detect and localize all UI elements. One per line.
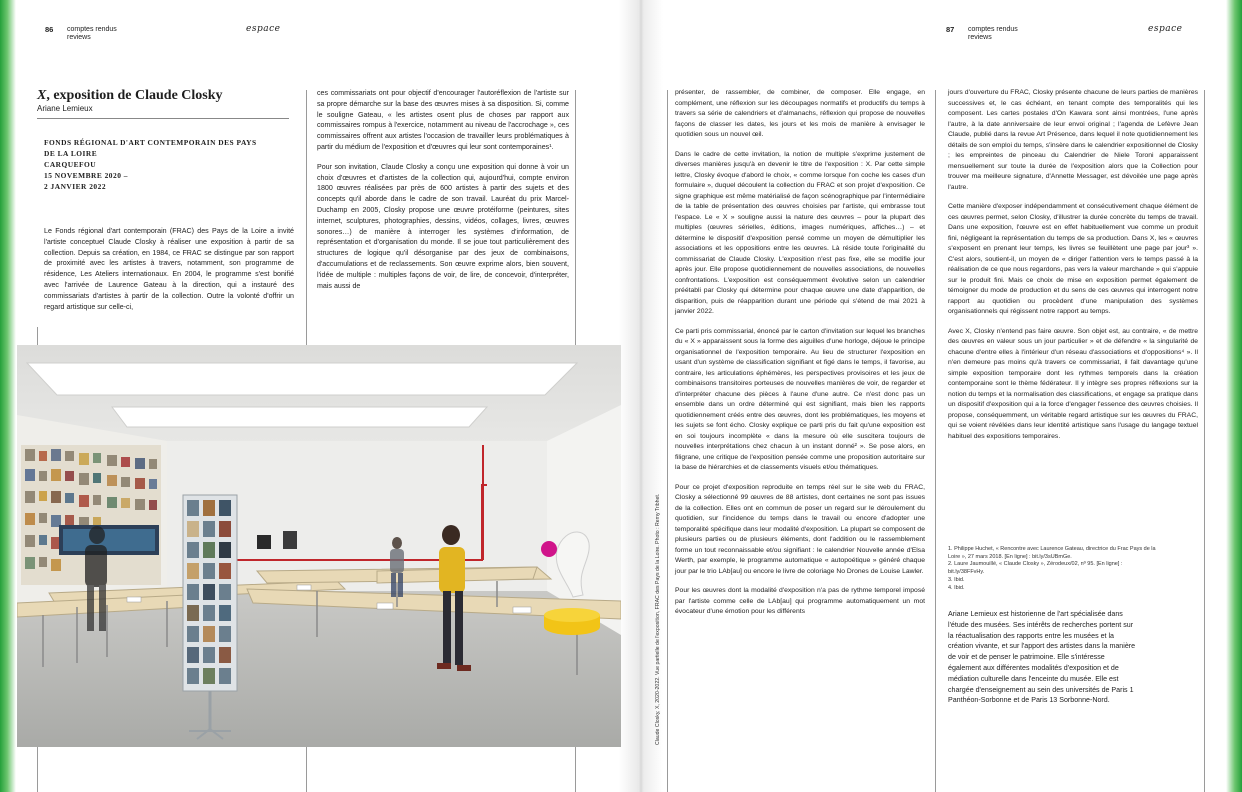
title-rule	[37, 118, 289, 119]
author-bio: Ariane Lemieux est historienne de l'art spécialisée dans l'étude des musées. Ses intérêts de recherches portent sur la réactualisation des rapports entre les musées et la création vivante, et sur l'apport des artistes dans la manière de voir et de penser le patrimoine. Elle s'intéresse également aux différentes modalités d'exposition et de médiation culturelle dans l'enceinte du musée. Elle est chargée d'enseignement au sein des universités de Paris 1 Panthéon-Sorbonne et de Paris 13 Sorbonne-Nord.	[948, 610, 1136, 705]
venue-details: FONDS RÉGIONAL D'ART CONTEMPORAIN DES PAYS DE LA LOIRE CARQUEFOU 15 NOVEMBRE 2020 – 2 JANVIER 2022	[44, 138, 257, 191]
page-edge-right	[1226, 0, 1242, 792]
column-divider	[306, 747, 307, 792]
section-label: comptes rendus reviews	[968, 26, 1018, 41]
paragraph: Avec X, Closky n'entend pas faire œuvre. Son objet est, au contraire, « de mettre des œuvres en valeur sous un jour particulier » et de défendre « la singularité de chacune d'entre elles à l'intérieur d'un réseau d'associations et d'oppositions⁴ ». Il n'en demeure pas moins qu'à travers ce commissariat, il fait davantage qu'une simple exposition temporaire dont les rythmes temporels dans la création contemporaine sont le thème fédérateur. Il y intègre ses propres réflexions sur la notion du temps et la normalisation des classifications, et engage sa pratique dans un dispositif d'exposition qui a la force d'engager l'essence des œuvres choisies. Il propose, conséquemment, un véritable regard artistique sur les œuvres du FRAC, qui se voient révélées dans leur identité artistique sans l'usage du langage textuel habituel des expositions temporaires.	[948, 327, 1198, 440]
column-divider	[37, 747, 38, 792]
column-divider	[306, 90, 307, 345]
footnote: 4. Ibid.	[948, 584, 965, 591]
paragraph: Pour ce projet d'exposition reproduite en temps réel sur le site web du FRAC, Closky a sélectionné 99 œuvres de 88 artistes, dont certaines ne sont pas issues de la collection. Elles ont en commun de poser un regard sur le déroulement du quotidien, sur l'incidence du temps dans le travail ou encore d'adopter une temporalité spécifique dans leur modalité d'exposition. La plupart se composent de plusieurs parties ou de plusieurs éléments, dont l'addition ou le rassemblement forme un tout reconnaissable et/ou signifiant : le calendrier Nouvelle année d'Elsa Werth, par exemple, le programme automatique « autopoétique » généré chaque jour par le trio LAb[au] ou encore le livre de coloriage No Drones de Louise Lawler.	[675, 483, 925, 575]
article-title: X, exposition de Claude Closky	[37, 88, 223, 103]
paragraph: Dans le cadre de cette invitation, la notion de multiple s'exprime justement de diverses manières jusqu'à en devenir le titre de l'exposition : X. Par cette simple lettre, Closky évoque d'abord le choix, « comme lorsque l'on coche les cases d'un formulaire », duquel découlent la collection du FRAC et son projet d'exposition. Ce signe graphique est même matérialisé de façon scénographique par l'intermédiaire de la table de présentation des œuvres choisies par l'artiste, qui embrasse tout l'espace. Le « X » souligne aussi la nature des œuvres – pour la plupart des multiples (œuvres sérielles, éditions, images numériques, affiches…) – et détermine le dispositif d'exposition pensé comme un moyen de démultiplier les associations et les oppositions entre les œuvres. Là réside toute l'originalité du commissariat de Claude Closky. L'exposition n'est pas fixe, elle se modifie jour après jour. Elle propose quotidiennement de nouvelles associations, de nouvelles confrontations. L'exposition est conséquemment évolutive selon un calendrier préétabli par Closky qui détermine pour chaque œuvre une date d'apparition, de disparition, puis de réapparition durant une période qui s'étend de mai 2021 à janvier 2022.	[675, 150, 925, 315]
text-column-3	[675, 88, 925, 627]
article-author: Ariane Lemieux	[37, 104, 93, 113]
column-divider	[667, 90, 668, 792]
footnotes	[948, 546, 1158, 592]
column-divider	[575, 747, 576, 792]
column-divider	[935, 90, 936, 792]
footnote: 2. Laure Jaumouillé, « Claude Closky », Zérodeux/02, nº 95. [En ligne] : bit.ly/38FFvHy.	[948, 561, 1123, 576]
column-divider	[575, 90, 576, 345]
page-edge-left	[0, 0, 16, 792]
paragraph: ces commissariats ont pour objectif d'encourager l'autoréflexion de l'artiste sur sa propre démarche sur la base des œuvres mises à sa disposition. Si, comme le souligne Gateau, « les artistes osent plus de choses par rapport aux commissaires rompus à l'exercice, notamment au niveau de l'accrochage », ces commissaires offrent aux artistes l'occasion de travailler leurs problématiques à partir du médium de l'exposition et d'œuvres qui leur sont contemporaines¹.	[317, 89, 569, 151]
footnote: 3. Ibid.	[948, 576, 965, 583]
magazine-logo: espace	[1148, 24, 1183, 34]
section-label: comptes rendus reviews	[67, 26, 117, 41]
paragraph: jours d'ouverture du FRAC, Closky présente chacune de leurs parties de manières successives et, le cas échéant, en tenant compte des temporalités qui les composent. Les cartes postales d'On Kawara sont ainsi montrées, l'une après l'autre, à la date anniversaire de leur envoi original ; l'agenda de Lefèvre Jean Claude, publié dans la revue Art Présence, dans lequel il note quotidiennement les détails de son emploi du temps, s'insère dans le calendrier expositionnel de Closky ; les empreintes de pinceau du Calendrier de Niele Toroni apparaissent mensuellement sur toute la durée de l'exposition alors que la Collection pour trouver ma meilleure signature, d'Annette Messager, est dévoilée une page après l'autre.	[948, 89, 1198, 191]
paragraph: présenter, de rassembler, de combiner, de composer. Elle engage, en complément, une réflexion sur les découpages normatifs et productifs du temps à travers sa série de calendriers et d'almanachs, réflexion qui propose de nouvelles façons de classer les dates, les jours et les mois de manière à envisager le quotidien sous un nouvel œil.	[675, 89, 925, 138]
exhibition-photo	[17, 345, 621, 747]
column-divider	[1204, 90, 1205, 792]
exhibition-photo-illustration	[17, 345, 621, 747]
text-column-2	[317, 88, 569, 300]
paragraph: Le Fonds régional d'art contemporain (FRAC) des Pays de la Loire a invité l'artiste conceptuel Claude Closky à réaliser une exposition à partir de sa collection. Depuis sa création, en 1984, ce FRAC se distingue par son rapport de proximité avec les artistes à travers, notamment, son programme de résidence, Les Ateliers internationaux. En 2004, le programme s'est bonifié avec l'arrivée de Laurence Gateau à la direction, qui a instauré des commissariats d'artistes à partir de la collection. Outre la volonté d'offrir un regard artistique sur celle-ci,	[44, 227, 294, 311]
page-number: 86	[45, 25, 54, 34]
footnote: 1. Philippe Huchet, « Rencontre avec Laurence Gateau, directrice du Frac Pays de la Loire », 27 mars 2018. [En ligne] : bit.ly/3sUBmGe.	[948, 546, 1156, 560]
paragraph: Pour son invitation, Claude Closky a conçu une exposition qui donne à voir un choix d'œuvres et d'artistes de la collection qui, aujourd'hui, compte environ 1800 œuvres réalisées par près de 600 artistes à partir des sujets et des concepts qu'il aborde dans le cadre de son travail. Lauréat du prix Marcel-Duchamp en 2005, Closky propose une œuvre protéiforme (peintures, sites internet, sculptures, photographies, dessins, vidéos, collages, livres, œuvres sonores…) de manière à interroger les systèmes d'information, de représentation et d'organisation du monde. Il se joue tout particulièrement des structures de logique qu'il désorganise par des jeux de combinaisons, d'accumulations et de reclassements. Son œuvre exprime alors, bien souvent, l'idée de multiple : multiples façons de voir, de lire, de concevoir, d'interpréter, mais aussi de	[317, 162, 569, 290]
photo-caption: Claude Closky, X, 2020-2022. Vue partielle de l'exposition, FRAC des Pays de la Loire. Photo : Remy Tribhet.	[655, 493, 661, 745]
paragraph: Cette manière d'exposer indépendamment et consécutivement chaque élément de ces œuvres permet, selon Closky, d'illustrer la durée concrète du temps de travail. Dans une exposition, l'œuvre est en effet habituellement vue comme un produit fini, négligeant la représentation du temps de sa production. Dans X, les « œuvres s'exposent en prenant leur temps, les livres se feuillètent une page par jour³ ». C'est alors, soutient-il, un moyen de « diriger l'attention vers le temps passé à la réalisation de ce que nous regardons, pas vers la valeur marchande » qui s'appuie sur le produit fini. Mais ce choix de mise en exposition permet également de témoigner du mode de production et du sens de ces œuvres qui interrogent notre rapport au quotidien ou procèdent d'une manipulation des systèmes organisationnels qui régissent notre rapport au temps.	[948, 203, 1198, 315]
text-column-1	[44, 226, 294, 321]
paragraph: Ce parti pris commissarial, énoncé par le carton d'invitation sur lequel les branches du « X » apparaissent sous la forme des aiguilles d'une horloge, déjoue le principe organisationnel de l'exposition temporaire. Au lieu de structurer l'exposition en usant d'un système de classification signifiant et figé dans le temps, il favorise, au contraire, les articulations éphémères, les perspectives provisoires et les jeux de combinaisons transitoires porteuses de nouvelles manières de voir, de regarder et d'interpréter chacune des pièces à l'aune d'une autre. Ce n'est donc pas un ensemble dans un ordre déterminé qui est signifiant, mais bien les rapports quotidiennement créés entre des œuvres, dont les problématiques, les moyens et les sujets se font écho. Closky explique ce parti pris du fait qu'une exposition est en soi toujours incomplète « dans la mesure où elle suscitera toujours de nouvelles interprétations chez chacun à un instant donné² ». Se pose alors, en filigrane, une critique de l'exposition pensée comme une proposition autoritaire sur la base de hiérarchies et de classements visuels et/ou thématiques.	[675, 327, 925, 471]
paragraph: Pour les œuvres dont la modalité d'exposition n'a pas de rythme temporel imposé par l'artiste comme celle de LAb[au] qui programme automatiquement un mot évocateur d'une émotion pour les différents	[675, 587, 925, 615]
text-column-4	[948, 88, 1198, 451]
magazine-logo: espace	[246, 24, 281, 34]
page-number: 87	[946, 25, 955, 34]
column-divider	[37, 327, 38, 345]
